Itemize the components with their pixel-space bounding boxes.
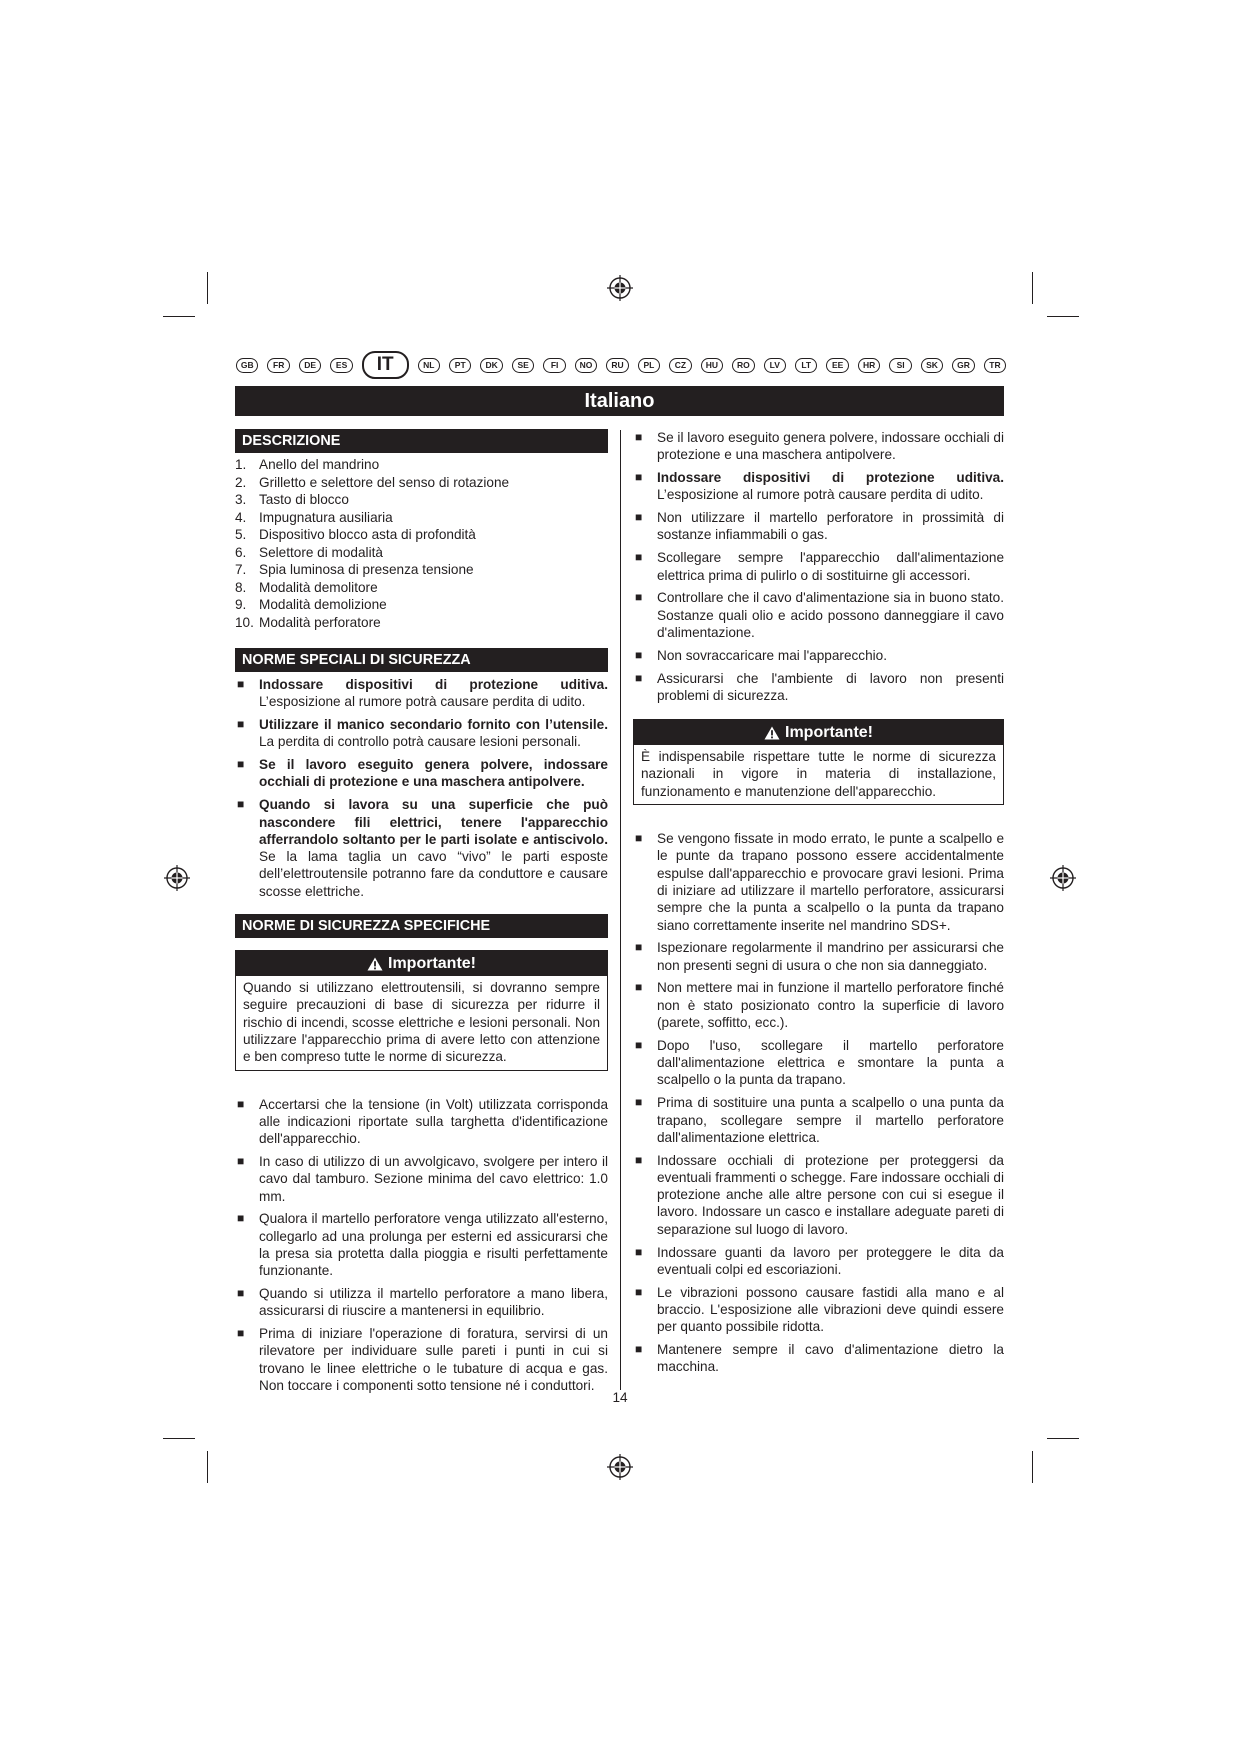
- lang-tab-sk[interactable]: SK: [921, 358, 943, 373]
- list-item: 1. Anello del mandrino: [235, 457, 380, 472]
- important-body: È indispensabile rispettare tutte le norme di sicurezza nazionali in vigore in materia di installazione, funzionamento e manutenzione dell'apparecchio.: [641, 749, 996, 799]
- list-item: ■ Prima di iniziare l'operazione di foratura, servirsi di un rilevatore per individuare sulle pareti i punti in cui si trovano le linee elettriche o le tubature di acqua e gas. Non toccare i componenti sotto tensione né i conduttori.: [237, 1326, 608, 1393]
- crop-mark: [1032, 272, 1033, 304]
- list-item: ■ Indossare occhiali di protezione per proteggersi da eventuali frammenti o schegge. Fare indossare occhiali di protezione anche alle altre persone con cui si esegue il lavoro. Indossare un casco e installare adeguate pareti di separazione sul luogo di lavoro.: [635, 1152, 1004, 1237]
- list-item: ■ Se il lavoro eseguito genera polvere, indossare occhiali di protezione e una maschera antipolvere.: [237, 757, 608, 790]
- lang-tab-lv[interactable]: LV: [764, 358, 786, 373]
- important-header: Importante!: [634, 720, 1003, 745]
- section-heading-norme-specifiche: NORME DI SICUREZZA SPECIFICHE: [235, 914, 608, 938]
- crop-mark: [1047, 1438, 1079, 1439]
- bullet-icon: ■: [635, 510, 643, 525]
- list-item: 10. Modalità perforatore: [235, 614, 381, 630]
- list-item: 5. Dispositivo blocco asta di profondità: [235, 527, 476, 542]
- bullet-icon: ■: [237, 677, 245, 691]
- lang-tab-hr[interactable]: HR: [858, 358, 880, 373]
- bullet-icon: ■: [635, 831, 643, 846]
- lang-tab-no[interactable]: NO: [575, 358, 597, 373]
- crop-mark: [163, 316, 195, 317]
- norme-speciali-list: [235, 676, 608, 900]
- lang-tab-hu[interactable]: HU: [701, 358, 723, 373]
- bullet-icon: ■: [635, 550, 643, 565]
- bullet-icon: ■: [635, 1152, 643, 1167]
- lang-tab-de[interactable]: DE: [299, 358, 321, 373]
- lang-tab-fr[interactable]: FR: [267, 358, 289, 373]
- lang-tab-gr[interactable]: GR: [952, 358, 974, 373]
- crop-mark: [207, 1451, 208, 1483]
- list-item: 2. Grilletto e selettore del senso di rotazione: [235, 474, 510, 490]
- registration-mark-icon: [607, 275, 633, 301]
- lang-tab-ro[interactable]: RO: [732, 358, 754, 373]
- important-header: Importante!: [236, 951, 607, 976]
- lang-tab-es[interactable]: ES: [330, 358, 352, 373]
- safety-rules-list: [235, 1096, 608, 1395]
- safety-rules-list-bottom: [633, 830, 1004, 1376]
- list-item: 4. Impugnatura ausiliaria: [235, 509, 393, 525]
- bullet-icon: ■: [635, 470, 643, 485]
- crop-mark: [1032, 1451, 1033, 1483]
- registration-mark-icon: [164, 865, 190, 891]
- bullet-icon: ■: [635, 590, 643, 605]
- bullet-icon: ■: [237, 1153, 245, 1168]
- important-notice: [235, 950, 608, 1070]
- column-divider: [620, 430, 621, 1390]
- bullet-icon: ■: [635, 430, 643, 444]
- important-notice: [633, 719, 1004, 805]
- crop-mark: [1047, 316, 1079, 317]
- bullet-icon: ■: [635, 647, 643, 662]
- left-column: [235, 429, 608, 1400]
- bullet-icon: ■: [237, 797, 245, 812]
- bullet-icon: ■: [635, 980, 643, 995]
- list-item: 6. Selettore di modalità: [235, 544, 383, 560]
- list-item: ■ Accertarsi che la tensione (in Volt) utilizzata corrisponda alle indicazioni riportate sulla targhetta d'identificazione dell'apparecchio.: [237, 1096, 608, 1147]
- bullet-icon: ■: [237, 757, 245, 772]
- right-column: [633, 429, 1004, 1381]
- list-item: ■ Dopo l'uso, scollegare il martello perforatore dall'alimentazione elettrica e smontare la punta a scalpello o la punta da trapano.: [635, 1037, 1004, 1088]
- page-number: 14: [612, 1390, 628, 1405]
- parts-list: [235, 456, 608, 631]
- bullet-icon: ■: [237, 1096, 245, 1111]
- list-item: 9. Modalità demolizione: [235, 597, 387, 612]
- list-item: ■ Indossare dispositivi di protezione uditiva. L’esposizione al rumore potrà causare perdita di udito.: [635, 470, 1004, 503]
- list-item: ■ Le vibrazioni possono causare fastidi alla mano e al braccio. L'esposizione alle vibrazioni deve quindi essere per quanto possibile ridotta.: [635, 1284, 1004, 1335]
- list-item: ■ Quando si lavora su una superficie che può nascondere fili elettrici, tenere l'apparecchio afferrandolo soltanto per le parti isolate e antiscivolo. Se la lama taglia un cavo “vivo” le parti esposte dell’elettroutensile potranno fare da conduttore e causare scosse elettriche.: [237, 797, 608, 899]
- list-item: ■ Non mettere mai in funzione il martello perforatore finché non è stato posizionato contro la superficie di lavoro (parete, soffitto, ecc.).: [635, 980, 1004, 1031]
- lang-tab-cz[interactable]: CZ: [669, 358, 691, 373]
- lang-tab-fi[interactable]: FI: [543, 358, 565, 373]
- bullet-icon: ■: [635, 940, 643, 955]
- warning-triangle-icon: [764, 726, 780, 740]
- list-item: ■ Scollegare sempre l'apparecchio dall'alimentazione elettrica prima di pulirlo o di sostituirne gli accessori.: [635, 550, 1004, 583]
- lang-tab-ru[interactable]: RU: [606, 358, 628, 373]
- list-item: ■ Se il lavoro eseguito genera polvere, indossare occhiali di protezione e una maschera antipolvere.: [635, 430, 1004, 463]
- crop-mark: [207, 272, 208, 304]
- language-tabs: [236, 352, 1006, 378]
- page-title: Italiano: [235, 386, 1004, 416]
- list-item: ■ Controllare che il cavo d'alimentazione sia in buono stato. Sostanze quali olio e acido possono danneggiare il cavo d'alimentazione.: [635, 590, 1004, 640]
- safety-rules-list-top: [633, 429, 1004, 704]
- bullet-icon: ■: [635, 1342, 643, 1357]
- registration-mark-icon: [607, 1454, 633, 1480]
- list-item: ■ Qualora il martello perforatore venga utilizzato all'esterno, collegarlo ad una prolunga per esterni ed assicurarsi che la presa sia protetta dalla pioggia e risulti perfettamente funzionante.: [237, 1211, 608, 1279]
- bullet-icon: ■: [237, 1211, 245, 1226]
- lang-tab-tr[interactable]: TR: [984, 358, 1006, 373]
- bullet-icon: ■: [237, 717, 245, 732]
- list-item: 7. Spia luminosa di presenza tensione: [235, 562, 474, 577]
- lang-tab-ee[interactable]: EE: [826, 358, 848, 373]
- bullet-icon: ■: [635, 670, 643, 685]
- crop-mark: [163, 1438, 195, 1439]
- list-item: 8. Modalità demolitore: [235, 579, 378, 595]
- lang-tab-si[interactable]: SI: [889, 358, 911, 373]
- registration-mark-icon: [1050, 865, 1076, 891]
- list-item: ■ In caso di utilizzo di un avvolgicavo, svolgere per intero il cavo dal tamburo. Sezione minima del cavo elettrico: 1.0 mm.: [237, 1153, 608, 1204]
- bullet-icon: ■: [237, 1326, 245, 1341]
- lang-tab-nl[interactable]: NL: [418, 358, 440, 373]
- lang-tab-dk[interactable]: DK: [480, 358, 502, 373]
- list-item: ■ Ispezionare regolarmente il mandrino per assicurarsi che non presenti segni di usura o che non sia danneggiato.: [635, 940, 1004, 973]
- list-item: ■ Prima di sostituire una punta a scalpello o una punta da trapano, scollegare sempre il martello perforatore dall'alimentazione elettrica.: [635, 1095, 1004, 1145]
- bullet-icon: ■: [635, 1037, 643, 1052]
- lang-tab-lt[interactable]: LT: [795, 358, 817, 373]
- list-item: ■ Quando si utilizza il martello perforatore a mano libera, assicurarsi di riuscire a mantenersi in equilibrio.: [237, 1286, 608, 1319]
- section-heading-norme-speciali: NORME SPECIALI DI SICUREZZA: [235, 648, 608, 672]
- list-item: ■ Assicurarsi che l'ambiente di lavoro non presenti problemi di sicurezza.: [635, 670, 1004, 703]
- lang-tab-pl[interactable]: PL: [638, 358, 660, 373]
- bullet-icon: ■: [635, 1284, 643, 1299]
- list-item: ■ Utilizzare il manico secondario fornito con l’utensile. La perdita di controllo potrà causare lesioni personali.: [237, 717, 608, 750]
- lang-tab-pt[interactable]: PT: [449, 358, 471, 373]
- list-item: ■ Mantenere sempre il cavo d'alimentazione dietro la macchina.: [635, 1342, 1004, 1375]
- lang-tab-se[interactable]: SE: [512, 358, 534, 373]
- bullet-icon: ■: [635, 1095, 643, 1110]
- lang-tab-it-active[interactable]: IT: [362, 351, 409, 379]
- section-heading-descrizione: DESCRIZIONE: [235, 429, 608, 453]
- warning-triangle-icon: [367, 957, 383, 971]
- bullet-icon: ■: [237, 1286, 245, 1301]
- list-item: ■ Indossare guanti da lavoro per proteggere le dita da eventuali colpi ed escoriazioni.: [635, 1244, 1004, 1277]
- list-item: 3. Tasto di blocco: [235, 492, 349, 507]
- list-item: ■ Non utilizzare il martello perforatore in prossimità di sostanze infiammabili o gas.: [635, 510, 1004, 543]
- list-item: ■ Indossare dispositivi di protezione uditiva. L’esposizione al rumore potrà causare perdita di udito.: [237, 677, 608, 710]
- list-item: ■ Non sovraccaricare mai l'apparecchio.: [635, 647, 888, 663]
- important-body: Quando si utilizzano elettroutensili, si dovranno sempre seguire precauzioni di base di sicurezza per ridurre il rischio di incendi, scosse elettriche e lesioni personali. Non utilizzare l'apparecchio prima di avere letto con attenzione e ben compreso tutte le norme di sicurezza.: [243, 980, 600, 1065]
- bullet-icon: ■: [635, 1244, 643, 1259]
- list-item: ■ Se vengono fissate in modo errato, le punte a scalpello e le punte da trapano possono essere accidentalmente espulse dall'apparecchio e provocare gravi lesioni. Prima di iniziare ad utilizzare il martello perforatore, assicurarsi sempre che la punta a scalpello o la punta da trapano siano correttamente inserite nel mandrino SDS+.: [635, 831, 1004, 933]
- lang-tab-gb[interactable]: GB: [236, 358, 258, 373]
